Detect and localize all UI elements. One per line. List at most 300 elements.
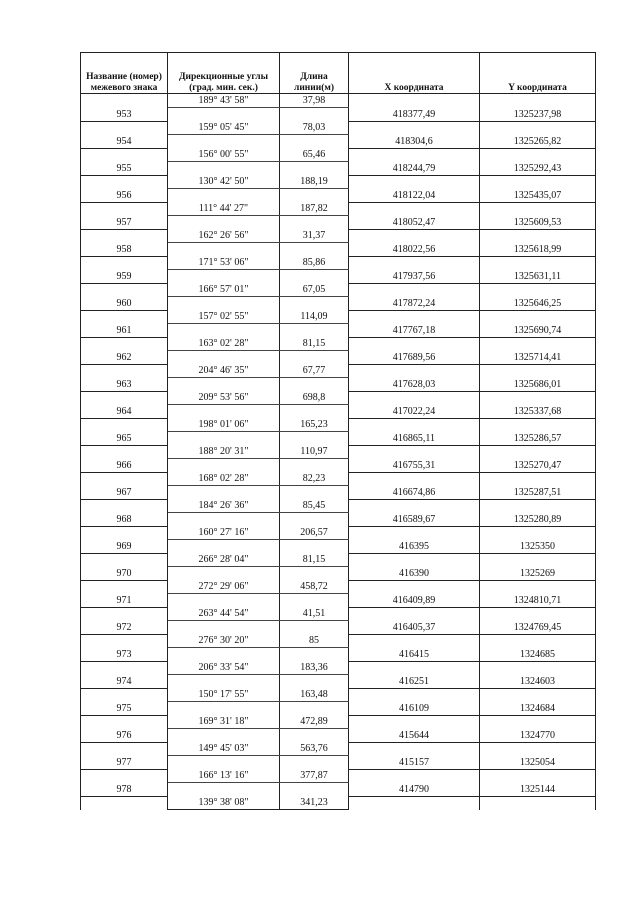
point-row — [81, 486, 596, 500]
name-cell — [81, 202, 168, 216]
length-cell: 114,09 — [280, 310, 349, 324]
length-cell — [280, 108, 349, 122]
y-cell — [480, 688, 596, 702]
point-row — [81, 297, 596, 311]
length-cell: 458,72 — [280, 580, 349, 594]
x-cell — [349, 94, 480, 108]
x-cell — [349, 634, 480, 648]
name-cell — [81, 391, 168, 405]
length-cell: 377,87 — [280, 769, 349, 783]
direction-cell — [168, 567, 280, 581]
x-cell: 416405,37 — [349, 621, 480, 635]
point-name-cell: 970 — [81, 567, 168, 581]
y-cell: 1325609,53 — [480, 216, 596, 230]
x-cell — [349, 526, 480, 540]
x-cell — [349, 283, 480, 297]
direction-cell — [168, 702, 280, 716]
length-cell: 563,76 — [280, 742, 349, 756]
direction-cell: 130° 42' 50" — [168, 175, 280, 189]
name-cell — [81, 634, 168, 648]
direction-cell: 209° 53' 56" — [168, 391, 280, 405]
point-name-cell: 965 — [81, 432, 168, 446]
direction-cell — [168, 513, 280, 527]
direction-cell: 263° 44' 54" — [168, 607, 280, 621]
point-row — [81, 675, 596, 689]
x-cell: 416109 — [349, 702, 480, 716]
y-cell: 1325618,99 — [480, 243, 596, 257]
y-cell — [480, 553, 596, 567]
line-row — [81, 634, 596, 648]
name-cell — [81, 607, 168, 621]
line-row — [81, 688, 596, 702]
x-cell — [349, 364, 480, 378]
x-cell — [349, 607, 480, 621]
y-cell: 1325054 — [480, 756, 596, 770]
y-cell — [480, 337, 596, 351]
direction-cell — [168, 216, 280, 230]
point-row — [81, 756, 596, 770]
length-cell: 206,57 — [280, 526, 349, 540]
length-cell — [280, 297, 349, 311]
x-cell — [349, 499, 480, 513]
line-row — [81, 337, 596, 351]
length-cell — [280, 135, 349, 149]
y-cell — [480, 445, 596, 459]
length-cell: 78,03 — [280, 121, 349, 135]
x-cell — [349, 661, 480, 675]
point-row — [81, 783, 596, 797]
direction-cell: 160° 27' 16" — [168, 526, 280, 540]
point-row — [81, 594, 596, 608]
x-cell — [349, 472, 480, 486]
y-cell: 1325631,11 — [480, 270, 596, 284]
x-cell — [349, 418, 480, 432]
line-row — [81, 769, 596, 783]
direction-cell: 276° 30' 20" — [168, 634, 280, 648]
y-cell: 1325646,25 — [480, 297, 596, 311]
x-cell — [349, 445, 480, 459]
y-cell: 1324603 — [480, 675, 596, 689]
x-cell: 417937,56 — [349, 270, 480, 284]
point-row — [81, 405, 596, 419]
point-row — [81, 216, 596, 230]
point-row — [81, 432, 596, 446]
x-cell: 416390 — [349, 567, 480, 581]
direction-cell: 166° 13' 16" — [168, 769, 280, 783]
point-name-cell: 963 — [81, 378, 168, 392]
y-cell — [480, 742, 596, 756]
length-cell — [280, 756, 349, 770]
x-cell — [349, 229, 480, 243]
length-cell — [280, 162, 349, 176]
name-cell — [81, 229, 168, 243]
length-cell: 67,77 — [280, 364, 349, 378]
x-cell — [349, 337, 480, 351]
y-cell — [480, 607, 596, 621]
x-cell — [349, 769, 480, 783]
name-cell — [81, 256, 168, 270]
name-cell — [81, 364, 168, 378]
line-row — [81, 661, 596, 675]
point-row — [81, 513, 596, 527]
y-cell — [480, 121, 596, 135]
y-cell: 1324685 — [480, 648, 596, 662]
x-cell: 416415 — [349, 648, 480, 662]
point-row — [81, 729, 596, 743]
x-cell: 416251 — [349, 675, 480, 689]
line-row — [81, 229, 596, 243]
name-cell — [81, 553, 168, 567]
direction-cell — [168, 432, 280, 446]
direction-cell — [168, 351, 280, 365]
x-cell: 414790 — [349, 783, 480, 797]
point-name-cell: 978 — [81, 783, 168, 797]
x-cell — [349, 391, 480, 405]
direction-cell — [168, 189, 280, 203]
y-cell — [480, 94, 596, 108]
point-name-cell: 966 — [81, 459, 168, 473]
table-header-row — [81, 53, 596, 94]
length-cell: 81,15 — [280, 553, 349, 567]
direction-cell: 188° 20' 31" — [168, 445, 280, 459]
y-cell: 1325350 — [480, 540, 596, 554]
point-row — [81, 270, 596, 284]
point-row — [81, 702, 596, 716]
direction-cell — [168, 756, 280, 770]
length-cell: 67,05 — [280, 283, 349, 297]
direction-cell: 149° 45' 03" — [168, 742, 280, 756]
length-cell — [280, 729, 349, 743]
name-cell — [81, 175, 168, 189]
y-cell: 1325435,07 — [480, 189, 596, 203]
x-cell: 416589,67 — [349, 513, 480, 527]
point-row — [81, 648, 596, 662]
name-cell — [81, 94, 168, 108]
name-cell — [81, 715, 168, 729]
length-cell — [280, 513, 349, 527]
point-row — [81, 243, 596, 257]
length-cell: 188,19 — [280, 175, 349, 189]
length-cell — [280, 243, 349, 257]
name-cell — [81, 526, 168, 540]
y-cell — [480, 175, 596, 189]
direction-cell — [168, 783, 280, 797]
length-cell: 37,98 — [280, 94, 349, 108]
direction-cell: 206° 33' 54" — [168, 661, 280, 675]
direction-cell: 266° 28' 04" — [168, 553, 280, 567]
point-row — [81, 378, 596, 392]
y-cell — [480, 634, 596, 648]
name-cell — [81, 418, 168, 432]
x-cell: 417767,18 — [349, 324, 480, 338]
header-name: Название (номер) межевого знака — [81, 53, 168, 94]
point-name-cell: 969 — [81, 540, 168, 554]
point-name-cell: 976 — [81, 729, 168, 743]
y-cell — [480, 256, 596, 270]
y-cell: 1324684 — [480, 702, 596, 716]
x-cell — [349, 553, 480, 567]
y-cell — [480, 499, 596, 513]
y-cell: 1325265,82 — [480, 135, 596, 149]
x-cell: 418122,04 — [349, 189, 480, 203]
x-cell: 415157 — [349, 756, 480, 770]
length-cell: 341,23 — [280, 796, 349, 810]
direction-cell — [168, 108, 280, 122]
direction-cell: 150° 17' 55" — [168, 688, 280, 702]
length-cell — [280, 405, 349, 419]
y-cell: 1324769,45 — [480, 621, 596, 635]
x-cell: 418304,6 — [349, 135, 480, 149]
name-cell — [81, 661, 168, 675]
length-cell — [280, 459, 349, 473]
y-cell — [480, 202, 596, 216]
point-name-cell: 954 — [81, 135, 168, 149]
x-cell: 417689,56 — [349, 351, 480, 365]
direction-cell — [168, 540, 280, 554]
length-cell — [280, 351, 349, 365]
direction-cell: 111° 44' 27" — [168, 202, 280, 216]
direction-cell: 204° 46' 35" — [168, 364, 280, 378]
x-cell — [349, 202, 480, 216]
line-row — [81, 553, 596, 567]
point-name-cell: 977 — [81, 756, 168, 770]
x-cell — [349, 688, 480, 702]
line-row — [81, 175, 596, 189]
header-length: Длина линии(м) — [280, 53, 349, 94]
x-cell — [349, 310, 480, 324]
line-row — [81, 715, 596, 729]
direction-cell: 163° 02' 28" — [168, 337, 280, 351]
direction-cell: 156° 00' 55" — [168, 148, 280, 162]
point-name-cell: 959 — [81, 270, 168, 284]
y-cell: 1324810,71 — [480, 594, 596, 608]
y-cell: 1325144 — [480, 783, 596, 797]
length-cell: 110,97 — [280, 445, 349, 459]
y-cell — [480, 769, 596, 783]
x-cell — [349, 715, 480, 729]
length-cell — [280, 189, 349, 203]
direction-cell — [168, 162, 280, 176]
name-cell — [81, 499, 168, 513]
direction-cell — [168, 243, 280, 257]
length-cell — [280, 378, 349, 392]
x-cell: 416865,11 — [349, 432, 480, 446]
x-cell — [349, 121, 480, 135]
point-row — [81, 162, 596, 176]
point-row — [81, 135, 596, 149]
direction-cell — [168, 297, 280, 311]
length-cell — [280, 432, 349, 446]
line-row — [81, 121, 596, 135]
line-row — [81, 310, 596, 324]
y-cell: 1325287,51 — [480, 486, 596, 500]
direction-cell: 157° 02' 55" — [168, 310, 280, 324]
y-cell: 1325270,47 — [480, 459, 596, 473]
x-cell — [349, 742, 480, 756]
y-cell — [480, 283, 596, 297]
direction-cell — [168, 270, 280, 284]
point-name-cell: 962 — [81, 351, 168, 365]
direction-cell: 198° 01' 06" — [168, 418, 280, 432]
x-cell — [349, 175, 480, 189]
y-cell — [480, 526, 596, 540]
point-name-cell: 957 — [81, 216, 168, 230]
point-name-cell: 953 — [81, 108, 168, 122]
length-cell — [280, 783, 349, 797]
length-cell — [280, 702, 349, 716]
point-row — [81, 540, 596, 554]
line-row — [81, 526, 596, 540]
name-cell — [81, 742, 168, 756]
point-row — [81, 351, 596, 365]
y-cell — [480, 391, 596, 405]
length-cell: 65,46 — [280, 148, 349, 162]
length-cell — [280, 567, 349, 581]
y-cell — [480, 580, 596, 594]
x-cell: 418377,49 — [349, 108, 480, 122]
name-cell — [81, 445, 168, 459]
length-cell: 165,23 — [280, 418, 349, 432]
line-row — [81, 499, 596, 513]
line-row — [81, 742, 596, 756]
length-cell: 85 — [280, 634, 349, 648]
name-cell — [81, 283, 168, 297]
direction-cell — [168, 675, 280, 689]
x-cell: 417872,24 — [349, 297, 480, 311]
length-cell: 163,48 — [280, 688, 349, 702]
y-cell: 1325292,43 — [480, 162, 596, 176]
point-name-cell: 955 — [81, 162, 168, 176]
x-cell — [349, 796, 480, 810]
line-row — [81, 283, 596, 297]
length-cell: 81,15 — [280, 337, 349, 351]
point-name-cell: 968 — [81, 513, 168, 527]
point-row — [81, 324, 596, 338]
y-cell: 1325269 — [480, 567, 596, 581]
x-cell: 417628,03 — [349, 378, 480, 392]
direction-cell — [168, 729, 280, 743]
direction-cell — [168, 405, 280, 419]
line-row — [81, 256, 596, 270]
y-cell: 1325286,57 — [480, 432, 596, 446]
x-cell: 415644 — [349, 729, 480, 743]
length-cell — [280, 621, 349, 635]
direction-cell: 169° 31' 18" — [168, 715, 280, 729]
length-cell: 85,45 — [280, 499, 349, 513]
y-cell: 1325237,98 — [480, 108, 596, 122]
length-cell — [280, 486, 349, 500]
x-cell: 417022,24 — [349, 405, 480, 419]
y-cell — [480, 472, 596, 486]
x-cell — [349, 256, 480, 270]
length-cell: 187,82 — [280, 202, 349, 216]
length-cell — [280, 675, 349, 689]
line-row — [81, 94, 596, 108]
line-row — [81, 148, 596, 162]
length-cell — [280, 324, 349, 338]
point-name-cell: 973 — [81, 648, 168, 662]
x-cell: 416755,31 — [349, 459, 480, 473]
name-cell — [81, 472, 168, 486]
name-cell — [81, 580, 168, 594]
length-cell: 31,37 — [280, 229, 349, 243]
name-cell — [81, 337, 168, 351]
y-cell — [480, 364, 596, 378]
x-cell — [349, 580, 480, 594]
direction-cell: 162° 26' 56" — [168, 229, 280, 243]
x-cell: 418052,47 — [349, 216, 480, 230]
point-row — [81, 189, 596, 203]
point-name-cell: 975 — [81, 702, 168, 716]
x-cell — [349, 148, 480, 162]
point-name-cell: 956 — [81, 189, 168, 203]
length-cell: 41,51 — [280, 607, 349, 621]
y-cell — [480, 715, 596, 729]
point-row — [81, 459, 596, 473]
x-cell: 416395 — [349, 540, 480, 554]
direction-cell — [168, 135, 280, 149]
length-cell: 183,36 — [280, 661, 349, 675]
direction-cell — [168, 324, 280, 338]
direction-cell — [168, 459, 280, 473]
length-cell: 698,8 — [280, 391, 349, 405]
line-row — [81, 580, 596, 594]
direction-cell: 189° 43' 58" — [168, 94, 280, 108]
y-cell: 1325280,89 — [480, 513, 596, 527]
line-row — [81, 202, 596, 216]
y-cell — [480, 148, 596, 162]
name-cell — [81, 121, 168, 135]
y-cell: 1324770 — [480, 729, 596, 743]
direction-cell: 139° 38' 08" — [168, 796, 280, 810]
direction-cell — [168, 378, 280, 392]
point-name-cell: 960 — [81, 297, 168, 311]
name-cell — [81, 310, 168, 324]
direction-cell — [168, 621, 280, 635]
line-row — [81, 418, 596, 432]
direction-cell — [168, 594, 280, 608]
name-cell — [81, 796, 168, 810]
direction-cell — [168, 486, 280, 500]
y-cell: 1325337,68 — [480, 405, 596, 419]
y-cell — [480, 229, 596, 243]
name-cell — [81, 688, 168, 702]
length-cell: 82,23 — [280, 472, 349, 486]
boundary-coordinates-sheet — [80, 52, 595, 810]
direction-cell: 171° 53' 06" — [168, 256, 280, 270]
line-row — [81, 472, 596, 486]
header-y: Y координата — [480, 53, 596, 94]
coordinates-table — [80, 52, 596, 810]
line-row — [81, 607, 596, 621]
point-name-cell: 964 — [81, 405, 168, 419]
point-name-cell: 958 — [81, 243, 168, 257]
x-cell: 416409,89 — [349, 594, 480, 608]
point-row — [81, 567, 596, 581]
point-row — [81, 108, 596, 122]
length-cell — [280, 216, 349, 230]
direction-cell: 184° 26' 36" — [168, 499, 280, 513]
length-cell — [280, 270, 349, 284]
point-name-cell: 972 — [81, 621, 168, 635]
line-row — [81, 391, 596, 405]
direction-cell — [168, 648, 280, 662]
y-cell — [480, 796, 596, 810]
y-cell — [480, 661, 596, 675]
line-row — [81, 796, 596, 810]
length-cell — [280, 540, 349, 554]
name-cell — [81, 148, 168, 162]
